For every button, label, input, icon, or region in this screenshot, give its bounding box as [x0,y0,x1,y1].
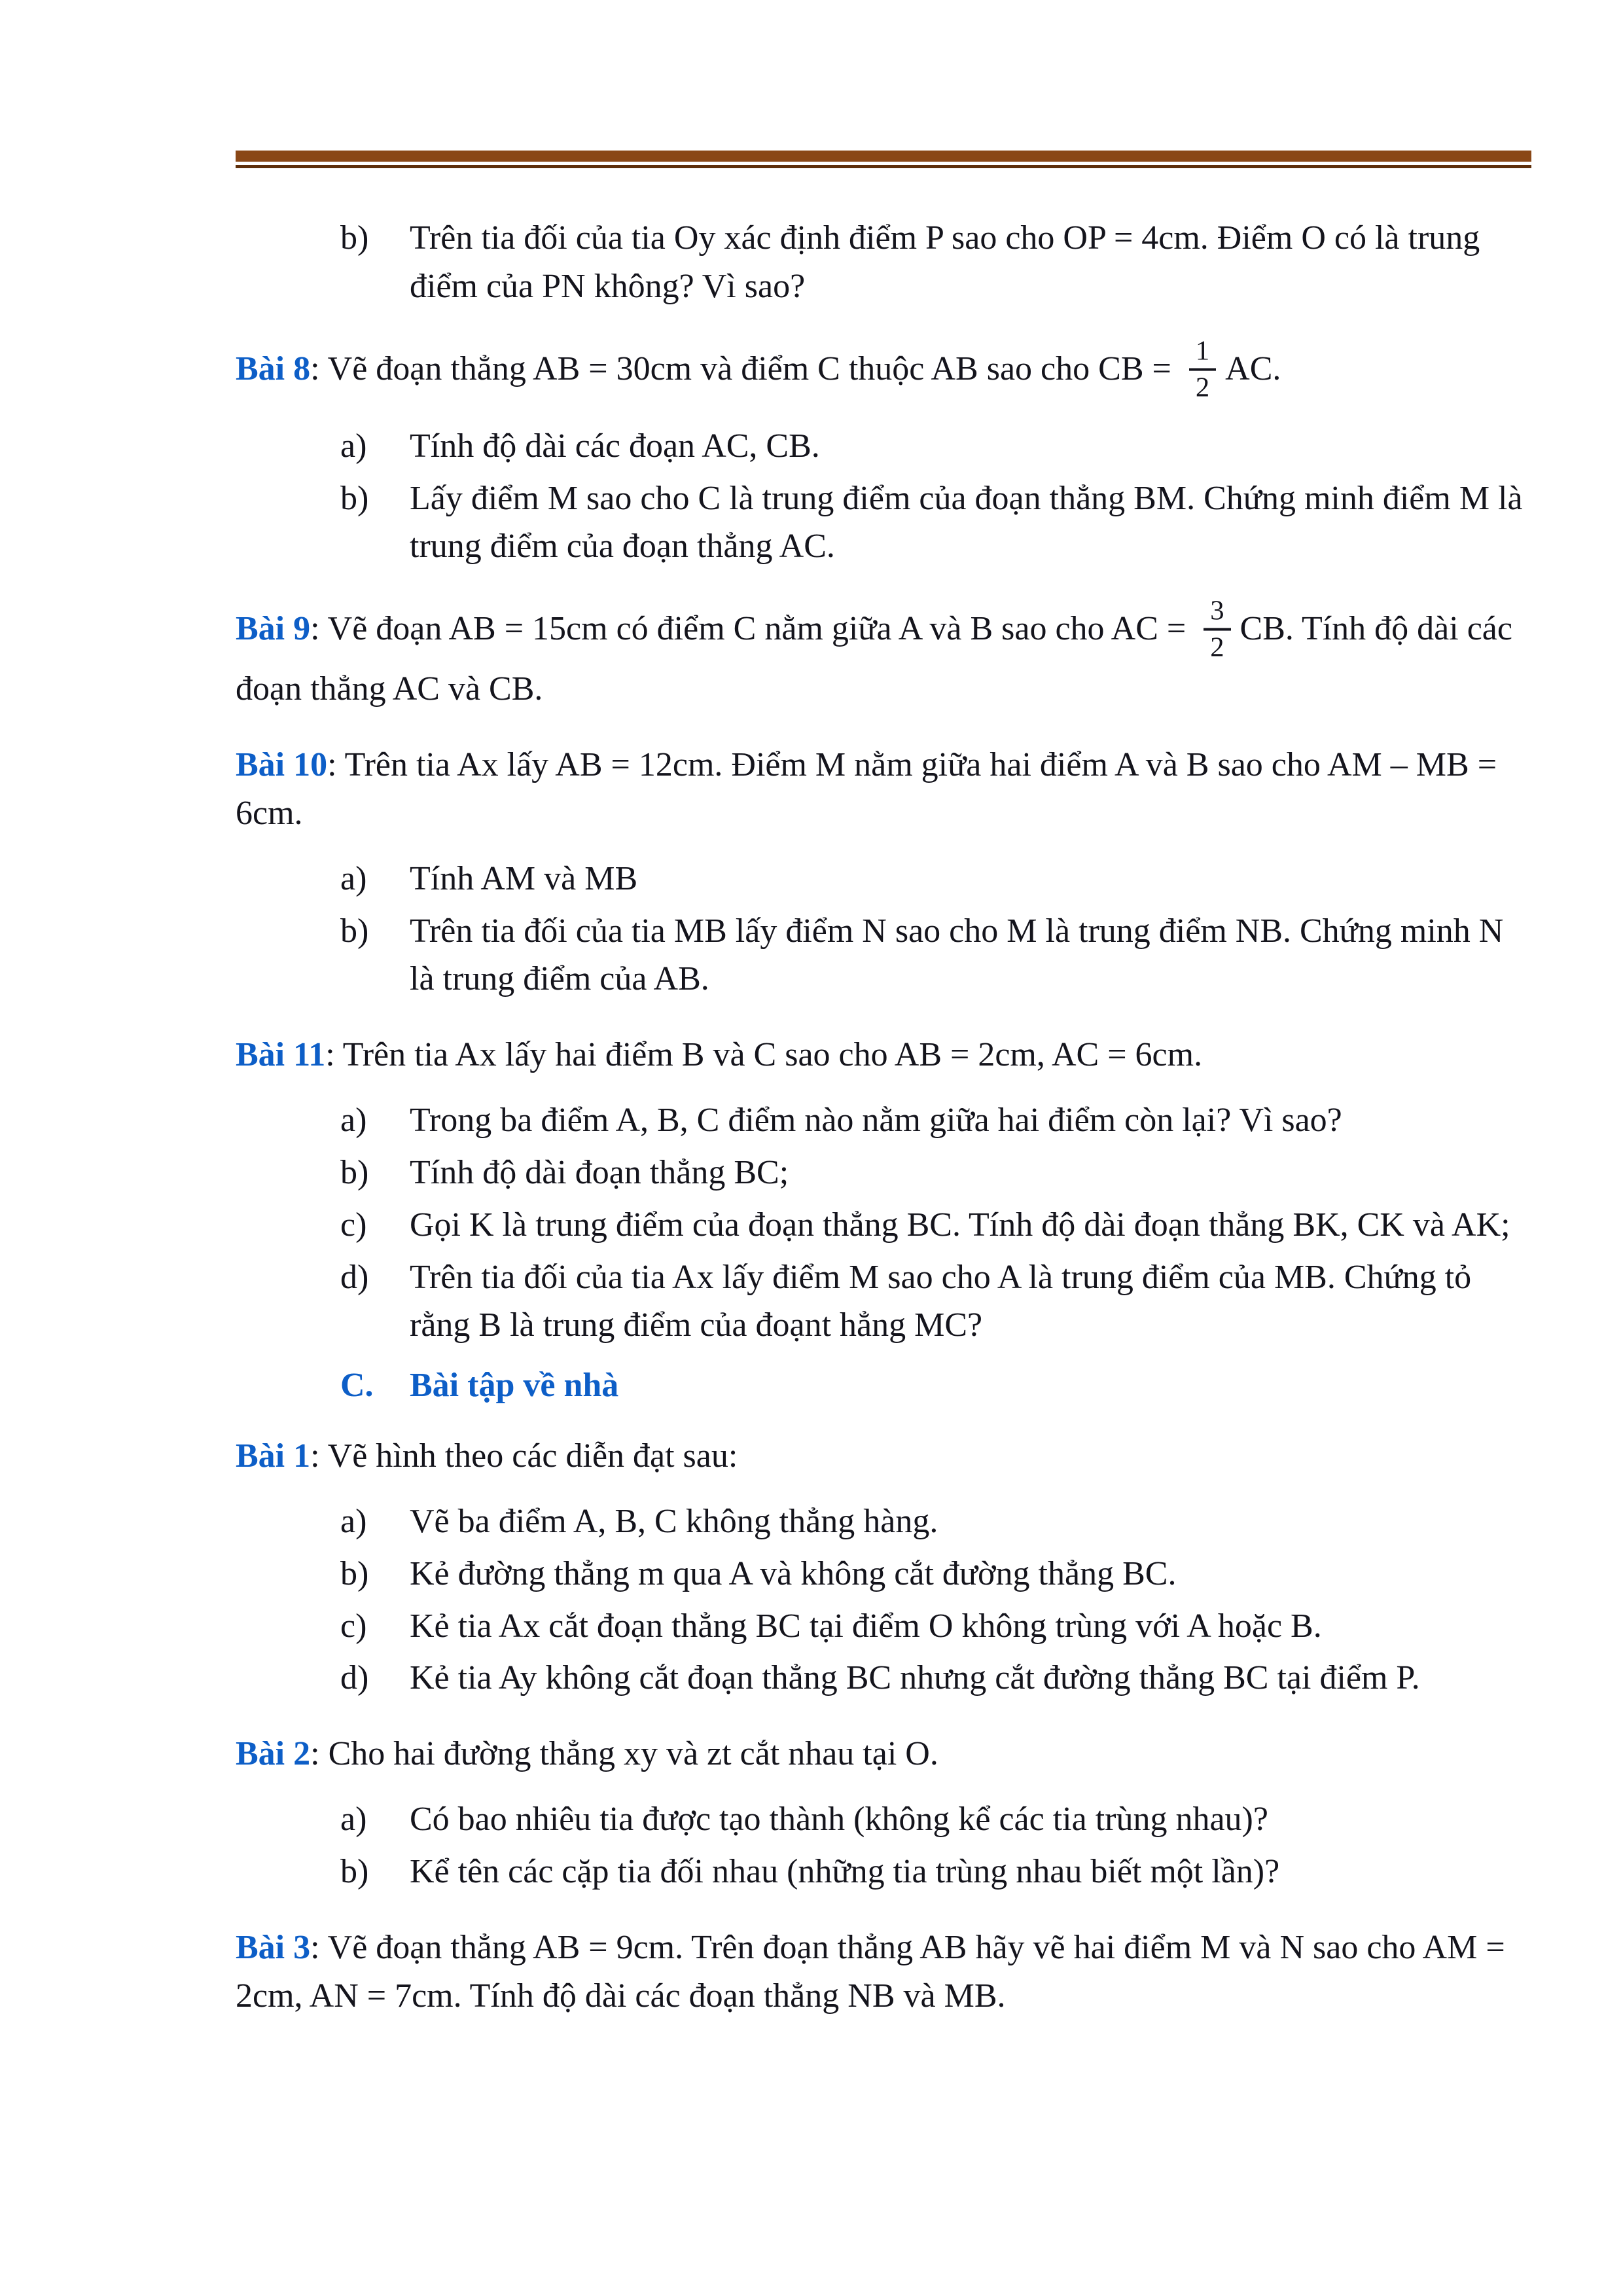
list-item-text: Kẻ tia Ay không cắt đoạn thẳng BC nhưng cắt đường thẳng BC tại điểm P. [410,1659,1420,1697]
list-item-text: Trên tia đối của tia Oy xác định điểm P sao cho OP = 4cm. Điểm O có là trung điểm của PN không? Vì sao? [410,219,1480,305]
list-item-11d [236,1253,1531,1350]
list-item-text: Trong ba điểm A, B, C điểm nào nằm giữa hai điểm còn lại? Vì sao? [410,1102,1342,1139]
problem-hw2-statement [236,1730,1531,1778]
problem-10-label: Bài 10 [236,746,328,784]
problem-8-statement [236,335,1531,405]
problem-10-text: : Trên tia Ax lấy AB = 12cm. Điểm M nằm giữa hai điểm A và B sao cho AM – MB = 6cm. [236,746,1497,832]
list-item-hw2b [236,1848,1531,1896]
list-item-hw1b [236,1550,1531,1598]
intro-list [236,214,1531,311]
list-item-11b [236,1149,1531,1197]
problem-8-label: Bài 8 [236,350,311,387]
problem-hw1-label: Bài 1 [236,1437,311,1475]
list-item-intro-b [236,214,1531,311]
list-item-hw2a [236,1795,1531,1844]
problem-10-subitems [236,855,1531,1003]
list-item-10a [236,855,1531,903]
list-marker: c) [340,1206,367,1244]
fraction-denominator: 2 [1195,372,1210,403]
problem-10-statement [236,741,1531,838]
problem-8-text-post: AC. [1225,350,1281,387]
problem-hw2-label: Bài 2 [236,1735,311,1773]
list-item-text: Gọi K là trung điểm của đoạn thẳng BC. Tính độ dài đoạn thẳng BK, CK và AK; [410,1206,1510,1244]
list-marker: b) [340,479,369,517]
problem-9-label: Bài 9 [236,610,311,648]
list-item-text: Trên tia đối của tia MB lấy điểm N sao cho M là trung điểm NB. Chứng minh N là trung điểm của AB. [410,912,1504,998]
list-marker: a) [340,1102,367,1139]
list-marker: b) [340,1153,369,1191]
list-item-hw1d [236,1654,1531,1702]
problem-11-subitems [236,1096,1531,1410]
problem-hw1-statement [236,1432,1531,1480]
problem-11-label: Bài 11 [236,1036,326,1074]
problem-8-text-pre: : Vẽ đoạn thẳng AB = 30cm và điểm C thuộc AB sao cho CB = [310,350,1180,387]
list-marker: d) [340,1659,369,1697]
fraction-numerator: 3 [1204,596,1230,631]
list-item-8b [236,475,1531,571]
top-border-thick-rule [236,151,1531,162]
problem-9-statement [236,595,1531,713]
list-marker: c) [340,1607,367,1645]
problem-hw3-statement [236,1924,1531,2020]
list-marker: b) [340,1554,369,1592]
list-item-text: Tính độ dài các đoạn AC, CB. [410,427,820,465]
list-item-10b [236,907,1531,1004]
fraction-numerator: 1 [1189,336,1216,370]
list-marker: a) [340,1502,367,1540]
list-item-text: Tính AM và MB [410,859,638,897]
fraction-three-halves [1204,596,1230,663]
page-top-border [236,151,1531,168]
problem-hw1-subitems [236,1498,1531,1702]
list-marker: b) [340,1852,369,1890]
fraction-one-half [1189,336,1216,403]
list-marker: d) [340,1258,369,1296]
problem-11-text: : Trên tia Ax lấy hai điểm B và C sao cho AB = 2cm, AC = 6cm. [325,1036,1203,1074]
section-c-title: Bài tập về nhà [410,1367,619,1405]
list-item-text: Kẻ đường thẳng m qua A và không cắt đường thẳng BC. [410,1554,1177,1592]
problem-hw3-text: : Vẽ đoạn thẳng AB = 9cm. Trên đoạn thẳng AB hãy vẽ hai điểm M và N sao cho AM = 2cm, AN = 7cm. Tính độ dài các đoạn thẳng NB và MB. [236,1928,1505,2015]
section-c-heading [236,1361,1531,1410]
problem-hw1-text: : Vẽ hình theo các diễn đạt sau: [310,1437,738,1475]
list-marker: b) [340,912,369,950]
list-marker: a) [340,859,367,897]
problem-hw3-label: Bài 3 [236,1928,311,1966]
fraction-denominator: 2 [1210,632,1224,663]
list-item-hw1a [236,1498,1531,1546]
list-item-text: Kẻ tia Ax cắt đoạn thẳng BC tại điểm O không trùng với A hoặc B. [410,1607,1322,1645]
section-c-marker: C. [340,1367,374,1405]
list-marker: b) [340,219,369,257]
list-marker: a) [340,1801,367,1839]
list-item-text: Lấy điểm M sao cho C là trung điểm của đoạn thẳng BM. Chứng minh điểm M là trung điểm của đoạn thẳng AC. [410,479,1523,565]
list-item-hw1c [236,1602,1531,1651]
list-item-text: Tính độ dài đoạn thẳng BC; [410,1153,789,1191]
list-item-text: Vẽ ba điểm A, B, C không thẳng hàng. [410,1502,938,1540]
list-item-text: Trên tia đối của tia Ax lấy điểm M sao cho A là trung điểm của MB. Chứng tỏ rằng B là trung điểm của đoạnt hẳng MC? [410,1258,1472,1344]
problem-11-statement [236,1031,1531,1079]
list-item-11a [236,1096,1531,1145]
list-item-text: Có bao nhiêu tia được tạo thành (không kể các tia trùng nhau)? [410,1801,1268,1839]
list-item-text: Kể tên các cặp tia đối nhau (những tia trùng nhau biết một lần)? [410,1852,1280,1890]
top-border-thin-rule [236,165,1531,168]
problem-8-subitems [236,422,1531,571]
list-marker: a) [340,427,367,465]
problem-9-text-pre: : Vẽ đoạn AB = 15cm có điểm C nằm giữa A và B sao cho AC = [310,610,1195,648]
problem-hw2-text: : Cho hai đường thẳng xy và zt cắt nhau tại O. [310,1735,938,1773]
list-item-11c [236,1201,1531,1249]
problem-hw2-subitems [236,1795,1531,1896]
problem-9-text-post: CB. Tính độ dài các đoạn thẳng AC và CB. [236,610,1512,708]
list-item-8a [236,422,1531,471]
